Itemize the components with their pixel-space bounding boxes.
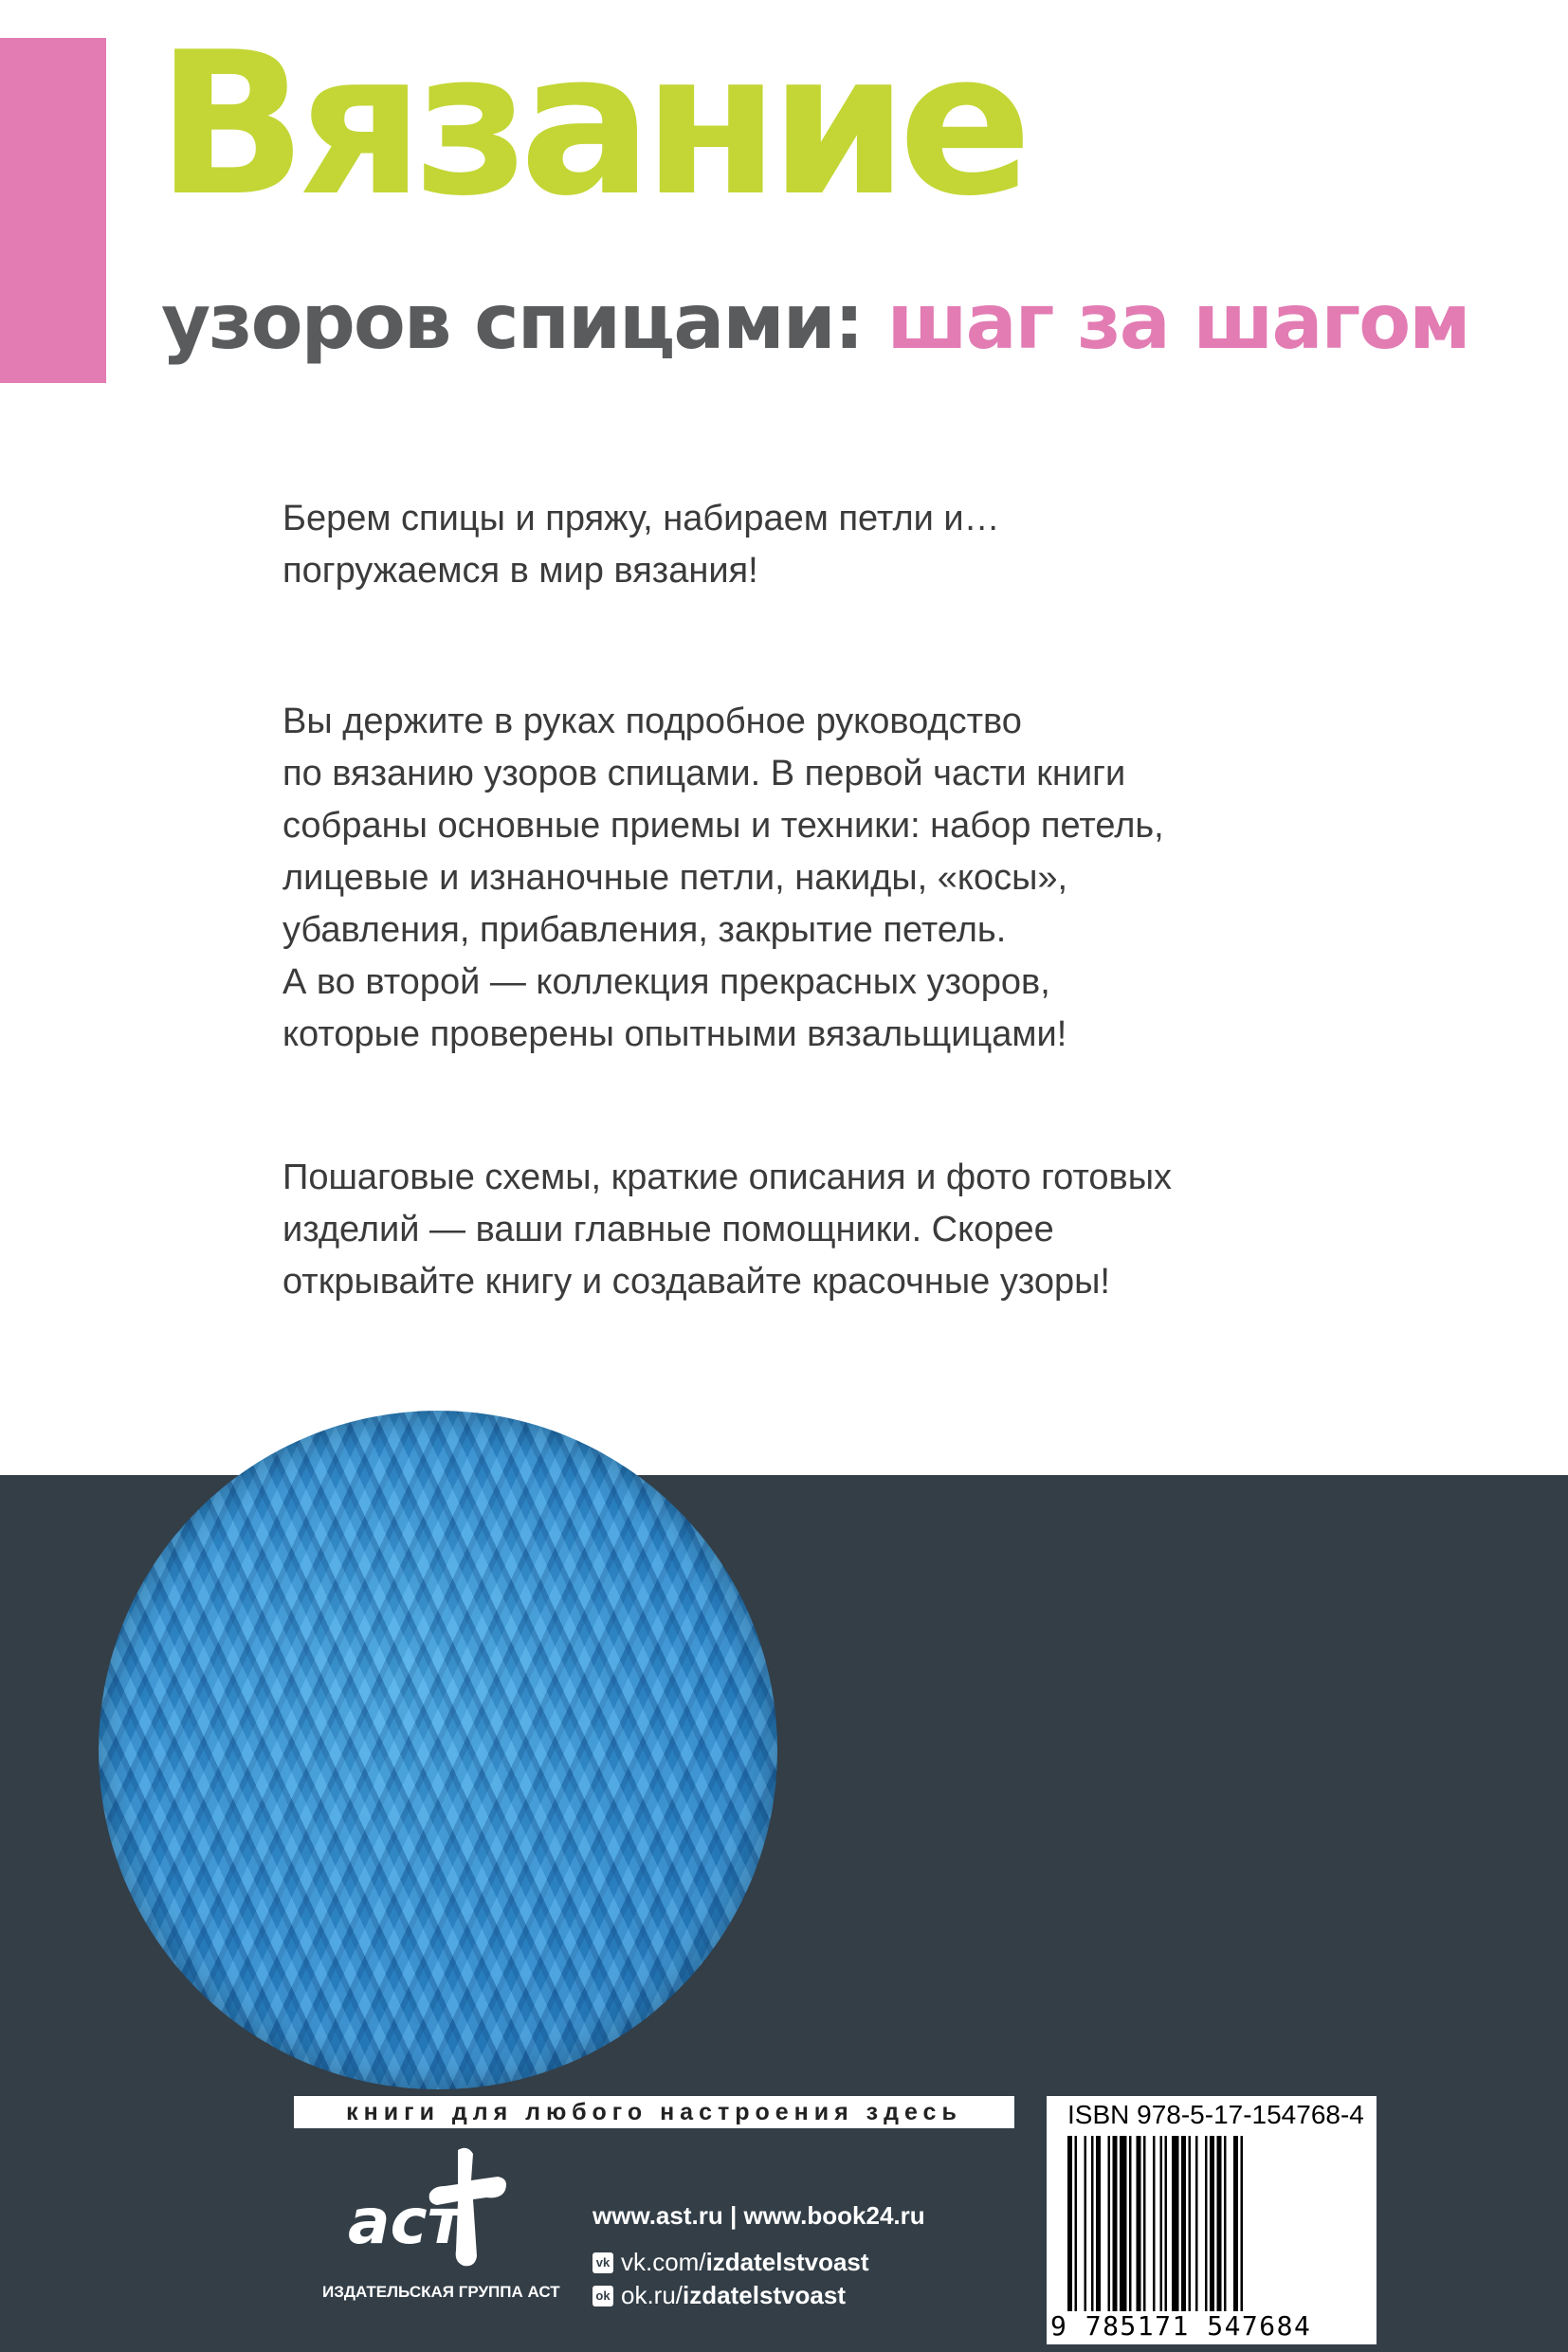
- book-subtitle: [161, 278, 1469, 366]
- publisher-caption: ИЗДАТЕЛЬСКАЯ ГРУППА АСТ: [322, 2283, 560, 2301]
- barcode-bar: [1224, 2136, 1227, 2311]
- description-paragraph-2: [283, 696, 1164, 1061]
- barcode-bar: [1165, 2136, 1168, 2311]
- barcode-bar: [1075, 2136, 1078, 2311]
- vk-icon: vk: [593, 2252, 613, 2273]
- barcode-bar: [1195, 2136, 1198, 2311]
- barcode-bar: [1137, 2136, 1141, 2311]
- barcode-bar: [1085, 2136, 1087, 2311]
- text-line: Пошаговые схемы, краткие описания и фото готовых: [283, 1158, 1173, 1197]
- barcode-bar: [1241, 2136, 1244, 2311]
- vk-link-handle: izdatelstvoast: [705, 2248, 869, 2276]
- barcode-bar: [1205, 2136, 1208, 2311]
- subtitle-grey-part: узоров спицами:: [161, 278, 887, 366]
- ok-link-domain: ok.ru/: [621, 2281, 684, 2309]
- ok-icon: ok: [593, 2286, 613, 2306]
- barcode-bar: [1143, 2136, 1146, 2311]
- text-line: Вы держите в руках подробное руководство: [283, 702, 1022, 741]
- text-line: открывайте книгу и создавайте красочные узоры!: [283, 1262, 1110, 1302]
- book-title: Вязание: [156, 10, 1023, 240]
- barcode-bar: [1210, 2136, 1214, 2311]
- text-line: погружаемся в мир вязания!: [283, 551, 758, 591]
- barcode-bar: [1217, 2136, 1222, 2311]
- barcode-bar: [1181, 2136, 1186, 2311]
- text-line: А во второй — коллекция прекрасных узоров,: [283, 962, 1050, 1002]
- isbn-number: ISBN 978-5-17-154768-4: [1067, 2100, 1364, 2129]
- barcode-bar: [1108, 2136, 1111, 2311]
- barcode-bar: [1189, 2136, 1192, 2311]
- ok-link-handle: izdatelstvoast: [683, 2281, 846, 2309]
- text-line: собраны основные приемы и техники: набор петель,: [283, 806, 1164, 846]
- barcode-image: [1067, 2136, 1352, 2311]
- accent-bar: [0, 38, 106, 383]
- text-line: Берем спицы и пряжу, набираем петли и…: [283, 499, 1000, 538]
- barcode-digits: 9 785171 547684: [1050, 2310, 1312, 2342]
- text-line: которые проверены опытными вязальщицами!: [283, 1014, 1067, 1054]
- barcode-bar: [1129, 2136, 1132, 2311]
- description-paragraph-1: [283, 493, 1000, 597]
- text-line: лицевые и изнаночные петли, накиды, «косы»,: [283, 858, 1068, 898]
- barcode-bar: [1120, 2136, 1127, 2311]
- text-line: убавления, прибавления, закрытие петель.: [283, 910, 1007, 950]
- vk-link[interactable]: [593, 2248, 869, 2277]
- barcode-bar: [1153, 2136, 1156, 2311]
- vk-link-domain: vk.com/: [621, 2248, 706, 2276]
- ast-logo: [346, 2144, 531, 2268]
- subtitle-pink-part: шаг за шагом: [886, 278, 1469, 366]
- barcode-bar: [1233, 2136, 1238, 2311]
- barcode-bar: [1160, 2136, 1163, 2311]
- barcode-bar: [1067, 2136, 1072, 2311]
- ok-link[interactable]: [593, 2281, 846, 2310]
- barcode-bar: [1172, 2136, 1179, 2311]
- barcode-panel: [1047, 2096, 1377, 2344]
- barcode-bar: [1096, 2136, 1101, 2311]
- knitting-sample-photo: [99, 1411, 777, 2089]
- logo-text: аст: [348, 2185, 464, 2258]
- text-line: по вязанию узоров спицами. В первой части книги: [283, 754, 1126, 793]
- slogan-banner: книги для любого настроения здесь: [294, 2096, 1014, 2128]
- barcode-bar: [1113, 2136, 1118, 2311]
- barcode-bar: [1091, 2136, 1094, 2311]
- website-links[interactable]: www.ast.ru | www.book24.ru: [593, 2201, 925, 2230]
- text-line: изделий — ваши главные помощники. Скорее: [283, 1210, 1054, 1249]
- description-paragraph-3: [283, 1152, 1172, 1308]
